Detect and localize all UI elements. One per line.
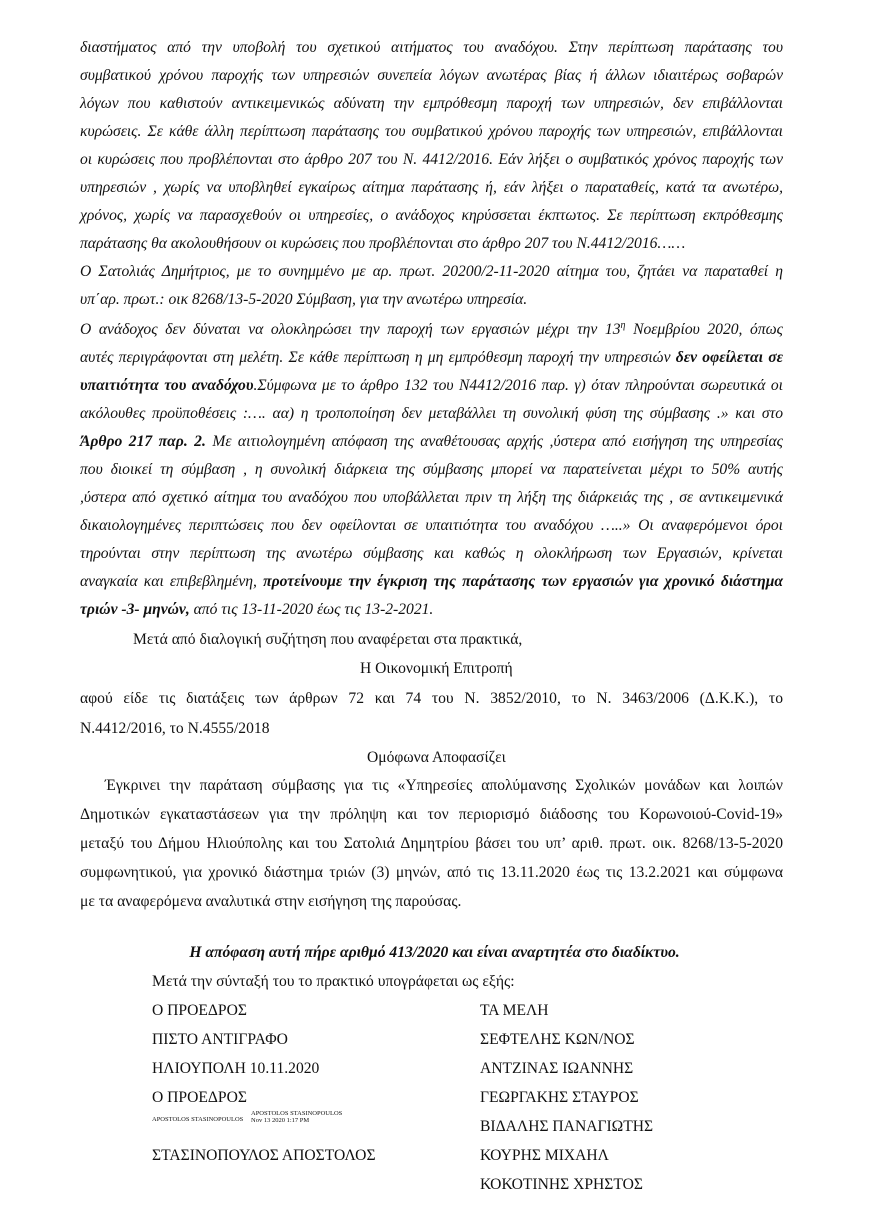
para1-line-2: συμβατικού χρόνου παροχής των υπηρεσιών συνεπεία λόγων ανωτέρας βίας ή άλλων ιδιαιτέρως σοβαρών (80, 67, 783, 84)
approval-line-3: μεταξύ του Δήμου Ηλιούπολης και του Σατολιά Δημητρίου βάσει του υπ’ αριθ. πρωτ. οικ. 8268/13-5-2020 (80, 835, 783, 852)
decides-heading: Ομόφωνα Αποφασίζει (367, 749, 506, 766)
para3-line-7: ,ύστερα από σχετικό αίτημα του αναδόχου που υποβάλλεται πριν τη λήξη της διάρκειάς της , σε αντικειμενικά (80, 489, 783, 506)
place-date: ΗΛΙΟΥΠΟΛΗ 10.11.2020 (152, 1060, 320, 1077)
para3-line-3: υπαιτιότητα του αναδόχου.Σύμφωνα με το άρθρο 132 του Ν4412/2016 παρ. γ) όταν πληρούνται σωρευτικά οι (80, 377, 783, 394)
para1-line-5: οι κυρώσεις που προβλέπονται στο άρθρο 207 του Ν. 4412/2016. Εάν λήξει ο συμβατικός χρόνος παροχής των (80, 151, 783, 168)
para3-line-6: που διοικεί τη σύμβαση , η συνολική διάρκεια της σύμβασης μπορεί να παρατείνεται μέχρι το 50% αυτής (80, 461, 783, 478)
approval-line-2: Δημοτικών εγκαταστάσεων για την πρόληψη και τον περιορισμό διάδοσης του Κορωνοιού-Covid-19» (80, 806, 783, 823)
para1-line-8: παράτασης θα ακολουθήσουν οι κυρώσεις που προβλέπονται στο άρθρο 207 του Ν.4412/2016…… (80, 235, 686, 252)
digital-signature-name: APOSTOLOS STASINOPOULOS (152, 1116, 244, 1123)
considering-line-2: Ν.4412/2016, το Ν.4555/2018 (80, 720, 270, 737)
approval-line-5: με τα αναφερόμενα αναλυτικά στην εισήγηση της παρούσας. (80, 893, 462, 910)
digital-signature-date: Nov 13 2020 1:17 PM (251, 1117, 310, 1124)
para2-line-2: υπ΄αρ. πρωτ.: οικ 8268/13-5-2020 Σύμβαση, για την ανωτέρω υπηρεσία. (80, 291, 528, 308)
approval-line-4: συμφωνητικού, για χρονικό διάστημα τριών (3) μηνών, από τις 13.11.2020 έως τις 13.2.2021 και σύμφωνα (80, 864, 783, 881)
president-label: Ο ΠΡΟΕΔΡΟΣ (152, 1002, 247, 1019)
para1-line-6: υπηρεσιών , χωρίς να υποβληθεί εγκαίρως αίτημα παράτασης ή, εάν λήξει ο παραταθείς, κατά τα ανωτέρω, (80, 179, 783, 196)
considering-line-1: αφού είδε τις διατάξεις των άρθρων 72 και 74 του Ν. 3852/2010, το Ν. 3463/2006 (Δ.Κ.Κ.), το (80, 690, 783, 707)
member-name: ΒΙΔΑΛΗΣ ΠΑΝΑΓΙΩΤΗΣ (480, 1118, 654, 1135)
para2-line-1: Ο Σατολιάς Δημήτριος, με το συνημμένο με αρ. πρωτ. 20200/2-11-2020 αίτημα του, ζητάει να παραταθεί η (80, 263, 783, 280)
para1-line-4: κυρώσεις. Σε κάθε άλλη περίπτωση παράτασης του συμβατικού χρόνου παροχής των υπηρεσιών, επιβάλλονται (80, 123, 783, 140)
member-name: ΑΝΤΖΙΝΑΣ ΙΩΑΝΝΗΣ (480, 1060, 634, 1077)
para3-line-11: τριών -3- μηνών, από τις 13-11-2020 έως τις 13-2-2021. (80, 601, 434, 618)
committee-heading: Η Οικονομική Επιτροπή (360, 660, 513, 677)
para3-line-10: αναγκαία και επιβεβλημένη, προτείνουμε την έγκριση της παράτασης των εργασιών για χρονικό διάστημα (80, 573, 783, 590)
para3-line-8: δικαιολογημένες περιπτώσεις που δεν οφείλονται σε υπαιτιότητα του αναδόχου …..» Οι αναφερόμενοι όροι (80, 517, 783, 534)
signed-intro: Μετά την σύνταξή του το πρακτικό υπογράφεται ως εξής: (152, 973, 515, 990)
members-title: ΤΑ ΜΕΛΗ (480, 1002, 549, 1019)
approval-line-1: Έγκρινει την παράταση σύμβασης για τις «Υπηρεσίες απολύμανσης Σχολικών μονάδων και λοιπών (105, 777, 783, 794)
discussion-line: Μετά από διαλογική συζήτηση που αναφέρεται στα πρακτικά, (133, 631, 523, 648)
decision-number: Η απόφαση αυτή πήρε αριθμό 413/2020 και είναι αναρτητέα στο διαδίκτυο. (189, 944, 680, 961)
member-name: ΓΕΩΡΓΑΚΗΣ ΣΤΑΥΡΟΣ (480, 1089, 639, 1106)
para3-line-1: Ο ανάδοχος δεν δύναται να ολοκληρώσει την παροχή των εργασιών μέχρι την $13^\eta$ Νοεμβρίου 2020, όπως (80, 319, 783, 338)
true-copy-label: ΠΙΣΤΟ ΑΝΤΙΓΡΑΦΟ (152, 1031, 288, 1048)
para1-line-1: διαστήματος από την υποβολή του σχετικού αιτήματος του αναδόχου. Στην περίπτωση παράτασης του (80, 39, 783, 56)
digital-signature-name-2: APOSTOLOS STASINOPOULOS (251, 1110, 343, 1117)
para3-line-2: αυτές περιγράφονται στη μελέτη. Σε κάθε περίπτωση η μη εμπρόθεσμη παροχή την υπηρεσιών δεν οφείλεται σε (80, 349, 783, 366)
para3-line-9: τηρούνται στην περίπτωση της ανωτέρω σύμβασης και καθώς η ολοκλήρωση των Εργασιών, κρίνεται (80, 545, 783, 562)
para1-line-7: χρόνος, χωρίς να παρασχεθούν οι υπηρεσίες, ο ανάδοχος κηρύσσεται έκπτωτος. Σε περίπτωση εκπρόθεσμης (80, 207, 783, 224)
member-name: ΚΟΚΟΤΙΝΗΣ ΧΡΗΣΤΟΣ (480, 1176, 643, 1193)
member-name: ΣΕΦΤΕΛΗΣ ΚΩΝ/ΝΟΣ (480, 1031, 635, 1048)
para3-line-4: ακόλουθες προϋποθέσεις :…. αα) η τροποποίηση δεν μεταβάλλει τη συνολική φύση της σύμβασης .» και στο (80, 405, 783, 422)
para1-line-3: λόγων που καθιστούν αντικειμενικώς αδύνατη την εμπρόθεσμη παροχή των υπηρεσιών, δεν επιβάλλονται (80, 95, 783, 112)
para3-line-5: Άρθρο 217 παρ. 2. Με αιτιολογημένη απόφαση της αναθέτουσας αρχής ,ύστερα από εισήγηση της υπηρεσίας (80, 433, 783, 450)
president-label-2: Ο ΠΡΟΕΔΡΟΣ (152, 1089, 247, 1106)
president-name: ΣΤΑΣΙΝΟΠΟΥΛΟΣ ΑΠΟΣΤΟΛΟΣ (152, 1147, 376, 1164)
member-name: ΚΟΥΡΗΣ ΜΙΧΑΗΛ (480, 1147, 609, 1164)
